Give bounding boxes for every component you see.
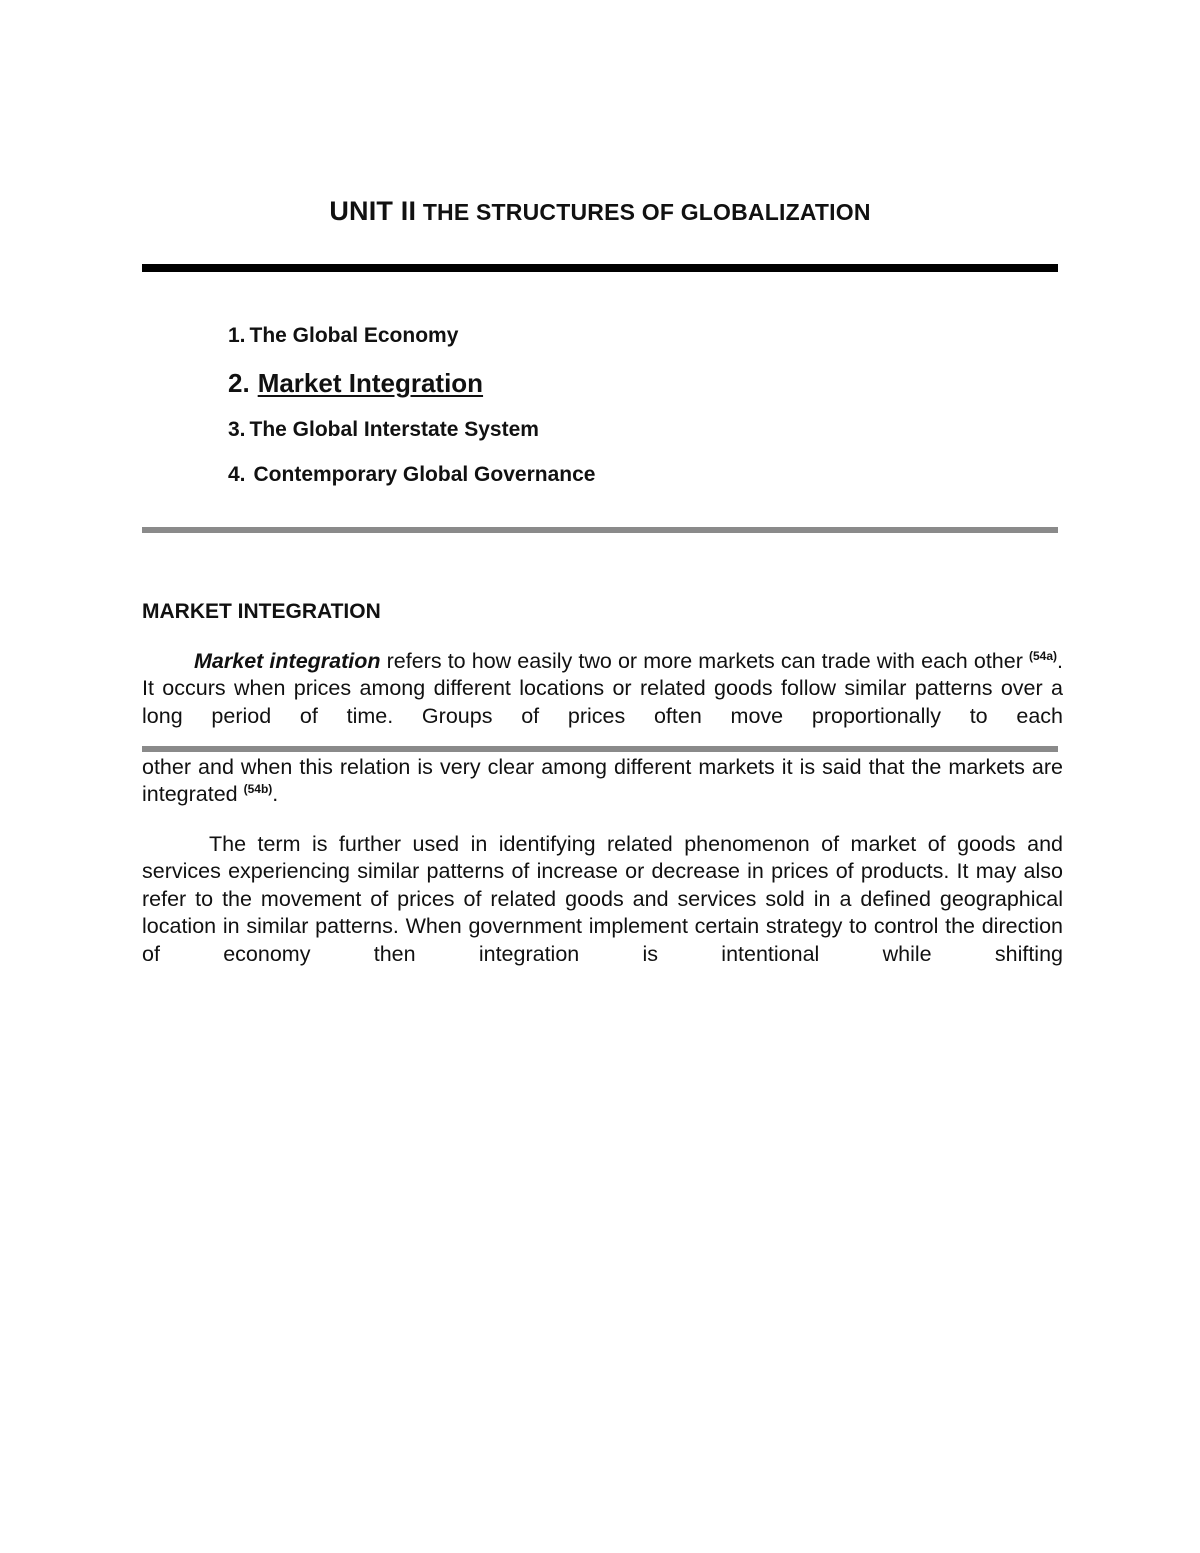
toc-divider bbox=[142, 527, 1058, 533]
header-divider bbox=[142, 264, 1058, 272]
citation-marker: (54a) bbox=[1028, 649, 1057, 663]
toc-item-market-integration bbox=[228, 368, 483, 399]
toc-item-contemporary-global-governance bbox=[228, 463, 595, 487]
toc-item-number: 3. bbox=[228, 418, 246, 441]
unit-title bbox=[142, 196, 1058, 227]
unit-label: UNIT II bbox=[329, 196, 417, 226]
toc-item-title: The Global Economy bbox=[249, 324, 459, 347]
paragraph-term-usage bbox=[142, 831, 1063, 968]
toc-item-number: 2. bbox=[228, 368, 250, 398]
citation-marker: (54b) bbox=[243, 782, 273, 797]
paragraph-continuation bbox=[142, 754, 1063, 809]
paragraph-text: The term is further used in identifying related phenomenon of market of goods and services experiencing similar patterns of increase or decrease in prices of products. It may also refer to the movement of prices of related goods and services sold in a defined geographical location in similar patterns. When government implement certain strategy to control the direction of economy then integration is intentional while shifting bbox=[142, 832, 1063, 966]
paragraph-text: refers to how easily two or more markets can trade with each other bbox=[380, 649, 1029, 673]
paragraph-text: other and when this relation is very clear among different markets it is said that the markets are integrated bbox=[142, 755, 1063, 807]
unit-title-text: THE STRUCTURES OF GLOBALIZATION bbox=[422, 199, 871, 225]
paragraph-text: . It occurs when prices among different locations or related goods follow similar patterns over a long period of time. Groups of prices often move proportionally to each bbox=[142, 649, 1063, 728]
toc-item-number: 1. bbox=[228, 324, 246, 347]
toc-item-global-economy bbox=[228, 324, 458, 348]
toc-item-title: The Global Interstate System bbox=[249, 418, 539, 441]
toc-item-title: Market Integration bbox=[257, 368, 484, 398]
page-break-divider bbox=[142, 746, 1058, 752]
paragraph-text: . bbox=[272, 782, 279, 807]
paragraph-definition bbox=[142, 648, 1063, 730]
defined-term: Market integration bbox=[194, 649, 381, 673]
toc-item-number: 4. bbox=[228, 463, 246, 486]
toc-item-global-interstate-system bbox=[228, 418, 539, 442]
section-heading: MARKET INTEGRATION bbox=[142, 600, 381, 623]
toc-item-title: Contemporary Global Governance bbox=[253, 463, 596, 486]
